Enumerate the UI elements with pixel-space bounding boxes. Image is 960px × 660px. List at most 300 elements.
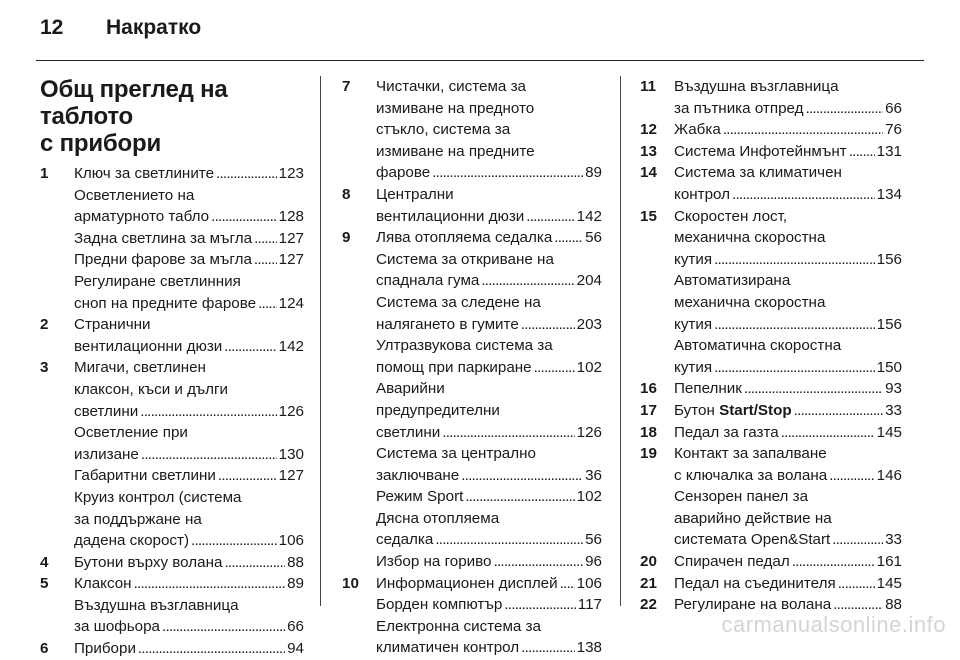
entry-text [74, 422, 188, 444]
page-reference[interactable]: 106 [278, 532, 304, 550]
entry-text [376, 465, 459, 487]
dot-leader [714, 314, 875, 336]
entry-number: 22 [640, 596, 657, 614]
header-rule [36, 60, 924, 61]
entry-label: светлини [376, 423, 441, 441]
entry-line [674, 508, 902, 530]
entry-text [74, 573, 132, 595]
entry-label: вентилационни дюзи [74, 337, 223, 355]
entry-label: контрол [674, 185, 731, 203]
dot-leader [829, 465, 874, 487]
dot-leader [849, 141, 875, 163]
entry-body [674, 119, 902, 141]
entry-label: налягането в гумите [376, 315, 519, 333]
entry-text [674, 422, 779, 444]
entry-line [376, 335, 602, 357]
entry-line [376, 357, 602, 379]
entry-text [376, 400, 500, 422]
entry-text [674, 486, 808, 508]
entry-body [674, 206, 902, 379]
entry-text [674, 76, 839, 98]
dot-leader [461, 465, 583, 487]
page-reference[interactable]: 126 [576, 423, 602, 441]
page-reference[interactable]: 142 [576, 207, 602, 225]
dot-leader [714, 249, 875, 271]
page-reference[interactable]: 88 [885, 596, 902, 614]
entry-label: Педал на съединителя [674, 574, 836, 592]
entry-list [40, 163, 304, 660]
section-title-line: Общ преглед на таблото [40, 76, 228, 130]
dot-leader [191, 530, 277, 552]
entry-line [376, 529, 602, 551]
dot-leader [832, 529, 883, 551]
page-reference[interactable]: 89 [585, 164, 602, 182]
entry-text [376, 357, 532, 379]
page-reference[interactable]: 106 [576, 574, 602, 592]
entry-number: 2 [40, 316, 49, 334]
entry-body [674, 443, 902, 551]
entry-label: дадена скорост) [74, 532, 190, 550]
entry-line [74, 616, 304, 638]
entry-label: стъкло, система за [376, 121, 511, 139]
entry-line [74, 206, 304, 228]
dot-leader [218, 465, 277, 487]
page-reference[interactable]: 124 [278, 294, 304, 312]
entry-number: 8 [342, 185, 351, 203]
entry-label: Чистачки, система за [376, 78, 526, 95]
entry-label: Система за откриване на [376, 250, 554, 268]
dot-leader [723, 119, 883, 141]
entry-label: Режим Sport [376, 488, 464, 506]
page-reference[interactable]: 33 [885, 531, 902, 549]
entry-line [674, 335, 902, 357]
entry-label: Осветлението на [74, 186, 195, 204]
dot-leader [224, 336, 276, 358]
entry-number: 19 [640, 445, 657, 463]
entry-text [674, 206, 787, 228]
entry-number: 4 [40, 553, 49, 571]
index-entry [40, 163, 304, 314]
entry-line [376, 292, 602, 314]
entry-text [674, 335, 841, 357]
page-reference[interactable]: 88 [287, 553, 304, 571]
index-entry [40, 638, 304, 660]
column-1 [40, 76, 304, 660]
entry-line [674, 465, 902, 487]
page-reference[interactable]: 142 [278, 337, 304, 355]
entry-text [74, 552, 222, 574]
entry-body [74, 573, 304, 638]
entry-label: механична скоростна [674, 293, 826, 311]
entry-line [74, 552, 304, 574]
entry-text [674, 270, 790, 292]
entry-number: 16 [640, 380, 657, 398]
page-reference[interactable]: 89 [287, 575, 304, 593]
column-divider [620, 76, 621, 606]
page-reference[interactable]: 156 [876, 250, 902, 268]
entry-body [376, 76, 602, 184]
entry-label: Педал за газта [674, 423, 779, 441]
entry-label: Контакт за запалване [674, 445, 827, 463]
page-reference[interactable]: 130 [278, 445, 304, 463]
section-title-line: с прибори [40, 130, 162, 157]
entry-line [74, 293, 304, 315]
entry-line [376, 551, 602, 573]
entry-body [674, 378, 902, 400]
entry-label: Сензорен панел за [674, 488, 809, 506]
entry-line [376, 270, 602, 292]
entry-line [674, 98, 902, 120]
dot-leader [504, 594, 575, 616]
entry-text [376, 335, 553, 357]
page-reference[interactable]: 161 [876, 553, 902, 571]
entry-line [376, 119, 602, 141]
page-reference[interactable]: 66 [885, 99, 902, 117]
page-reference[interactable]: 127 [278, 229, 304, 247]
page-reference[interactable]: 56 [585, 229, 602, 247]
dot-leader [481, 270, 574, 292]
entry-text [376, 206, 524, 228]
entry-number: 20 [640, 553, 657, 571]
column-3 [640, 76, 902, 616]
entry-list [342, 76, 602, 659]
page-reference[interactable]: 156 [876, 315, 902, 333]
entry-label: Ключ за светлините [74, 165, 215, 182]
entry-line [74, 249, 304, 271]
entry-label: Автоматична скоростна [674, 337, 842, 355]
entry-text [74, 616, 160, 638]
index-entry [640, 378, 902, 400]
entry-line [376, 508, 602, 530]
entry-body [74, 638, 304, 660]
dot-leader [465, 486, 574, 508]
entry-label: предупредителни [376, 401, 500, 419]
page-reference[interactable]: 127 [278, 251, 304, 269]
entry-text [674, 249, 712, 271]
index-entry [342, 76, 602, 184]
entry-text [376, 573, 558, 595]
entry-text [74, 379, 228, 401]
dot-leader [781, 422, 875, 444]
entry-label: клаксон, къси и дълги [74, 380, 229, 398]
entry-line [674, 249, 902, 271]
entry-text [376, 616, 541, 638]
entry-text [376, 227, 552, 249]
page-reference[interactable]: 134 [876, 185, 902, 203]
entry-body [674, 141, 902, 163]
entry-label: Регулиране на волана [674, 596, 832, 614]
entry-text [674, 400, 792, 422]
entry-label: светлини [74, 402, 139, 420]
page-reference[interactable]: 66 [287, 618, 304, 636]
entry-line [74, 444, 304, 466]
entry-label: кутия [674, 358, 713, 376]
entry-line [74, 509, 304, 531]
entry-body [674, 422, 902, 444]
entry-body [674, 400, 902, 422]
entry-text [674, 227, 825, 249]
entry-text [376, 551, 492, 573]
entry-text [74, 595, 239, 617]
entry-line [376, 184, 602, 206]
dot-leader [216, 163, 277, 185]
entry-text [674, 465, 827, 487]
entry-line [376, 378, 602, 400]
dot-leader [534, 357, 575, 379]
entry-text [74, 530, 189, 552]
page-reference[interactable]: 127 [278, 467, 304, 485]
entry-number: 11 [640, 78, 657, 95]
entry-label: Клаксон [74, 575, 132, 593]
entry-line [376, 249, 602, 271]
page-reference[interactable]: 145 [876, 574, 902, 592]
index-entry [640, 162, 902, 205]
page-reference[interactable]: 56 [585, 531, 602, 549]
entry-label: Регулиране светлинния [74, 272, 241, 290]
dot-leader [138, 638, 285, 660]
page-reference[interactable]: 123 [278, 165, 304, 182]
entry-text [674, 529, 830, 551]
entry-label: Аварийни [376, 380, 445, 398]
page-reference[interactable]: 126 [278, 402, 304, 420]
entry-label: Спирачен педал [674, 553, 790, 571]
entry-label: помощ при паркиране [376, 358, 532, 376]
dot-leader [162, 616, 285, 638]
entry-body [674, 76, 902, 119]
entry-text [376, 184, 454, 206]
entry-line [674, 551, 902, 573]
column-2 [342, 76, 602, 659]
index-entry [640, 206, 902, 379]
entry-line [376, 637, 602, 659]
dot-leader [732, 184, 875, 206]
entry-body [376, 227, 602, 573]
entry-body [74, 163, 304, 314]
index-entry [342, 184, 602, 227]
entry-label: Бутон [674, 401, 715, 419]
entry-line [376, 76, 602, 98]
entry-text [376, 637, 519, 659]
index-entry [640, 400, 902, 422]
entry-text [376, 98, 534, 120]
entry-body [376, 573, 602, 659]
entry-label: сноп на предните фарове [74, 294, 257, 312]
entry-text [674, 508, 832, 530]
entry-text [674, 162, 842, 184]
entry-text [376, 314, 519, 336]
index-entry [40, 314, 304, 357]
dot-leader [254, 228, 277, 250]
page-reference[interactable]: 203 [576, 315, 602, 333]
entry-body [74, 314, 304, 357]
entry-body [376, 184, 602, 227]
entry-label: Система за климатичен [674, 164, 842, 182]
entry-label: Мигачи, светлинен [74, 359, 206, 377]
entry-label: Дясна отопляема [376, 509, 500, 527]
entry-number: 13 [640, 142, 657, 160]
entry-label: измиване на предните [376, 142, 535, 160]
column-divider [320, 76, 321, 606]
entry-text [74, 228, 252, 250]
entry-line [376, 616, 602, 638]
entry-label: Бутони върху волана [74, 553, 223, 571]
entry-label: Лява отопляема седалка [376, 229, 553, 247]
section-title [40, 76, 304, 157]
entry-line [674, 292, 902, 314]
entry-number: 12 [640, 121, 657, 139]
page-reference[interactable]: 146 [876, 466, 902, 484]
dot-leader [258, 293, 277, 315]
entry-line [376, 206, 602, 228]
entry-label: арматурното табло [74, 208, 210, 226]
page-reference[interactable]: 33 [885, 401, 902, 419]
entry-body [674, 162, 902, 205]
entry-text [674, 378, 742, 400]
entry-label: кутия [674, 315, 713, 333]
entry-text [74, 465, 216, 487]
page-reference[interactable]: 102 [576, 488, 602, 506]
page-reference[interactable]: 128 [278, 208, 304, 226]
page-reference[interactable]: 138 [576, 639, 602, 657]
entry-line [74, 465, 304, 487]
entry-line [674, 76, 902, 98]
entry-label: за шофьора [74, 618, 161, 636]
index-entry [342, 227, 602, 573]
dot-leader [806, 98, 884, 120]
entry-text [74, 444, 139, 466]
page-number: 12 [40, 16, 64, 39]
entry-line [376, 573, 602, 595]
index-entry [40, 552, 304, 574]
entry-text [674, 119, 721, 141]
entry-body [74, 552, 304, 574]
entry-line [74, 228, 304, 250]
entry-line [376, 443, 602, 465]
entry-label: Въздушна възглавница [74, 596, 239, 614]
entry-text [376, 594, 502, 616]
entry-label: Габаритни светлини [74, 467, 216, 485]
entry-line [74, 401, 304, 423]
dot-leader [526, 206, 574, 228]
dot-leader [838, 573, 875, 595]
entry-text [74, 314, 150, 336]
entry-text [674, 314, 712, 336]
entry-number: 1 [40, 165, 49, 182]
entry-line [674, 314, 902, 336]
page-reference[interactable]: 150 [876, 358, 902, 376]
page-reference[interactable]: 94 [287, 640, 304, 658]
page-header [40, 16, 201, 50]
entry-label: Борден компютър [376, 596, 503, 614]
entry-line [674, 357, 902, 379]
entry-label: Система за централно [376, 445, 536, 463]
entry-label: за поддържане на [74, 510, 202, 528]
index-entry [640, 422, 902, 444]
entry-line [74, 638, 304, 660]
index-entry [40, 357, 304, 551]
entry-label: излизане [74, 445, 139, 463]
page-reference[interactable]: 102 [576, 358, 602, 376]
entry-label: измиване на предното [376, 99, 535, 117]
page-reference[interactable]: 131 [876, 142, 902, 160]
page-reference[interactable]: 36 [585, 466, 602, 484]
entry-label: Задна светлина за мъгла [74, 229, 253, 247]
entry-body [674, 551, 902, 573]
entry-list [640, 76, 902, 616]
entry-text [74, 509, 202, 531]
dot-leader [794, 400, 883, 422]
entry-line [674, 422, 902, 444]
entry-line [674, 486, 902, 508]
entry-text [376, 249, 554, 271]
entry-text [74, 487, 241, 509]
entry-number: 7 [342, 78, 351, 95]
page-reference[interactable]: 96 [585, 553, 602, 571]
entry-bold-label: Start/Stop [719, 401, 792, 419]
entry-body [74, 357, 304, 551]
page-reference[interactable]: 76 [885, 121, 902, 139]
dot-leader [435, 529, 583, 551]
entry-text [376, 119, 510, 141]
page-reference[interactable]: 93 [885, 380, 902, 398]
entry-label: Система Инфотейнмънт [674, 142, 847, 160]
entry-line [74, 271, 304, 293]
entry-line [74, 573, 304, 595]
entry-text [74, 401, 138, 423]
entry-label: фарове [376, 164, 431, 182]
entry-label: за пътника отпред [674, 99, 804, 117]
dot-leader [211, 206, 277, 228]
entry-label: с ключалка за волана [674, 466, 828, 484]
entry-body [674, 573, 902, 595]
entry-line [376, 162, 602, 184]
entry-line [376, 465, 602, 487]
dot-leader [560, 573, 575, 595]
entry-line [74, 422, 304, 444]
watermark: carmanualsonline.info [721, 612, 946, 637]
entry-number: 15 [640, 207, 657, 225]
entry-text [376, 486, 463, 508]
page-reference[interactable]: 204 [576, 272, 602, 290]
entry-text [376, 292, 541, 314]
entry-line [74, 487, 304, 509]
entry-label: Предни фарове за мъгла [74, 251, 252, 269]
entry-line [376, 400, 602, 422]
dot-leader [521, 637, 575, 659]
entry-text [74, 185, 194, 207]
entry-line [674, 206, 902, 228]
entry-text [376, 162, 430, 184]
entry-line [376, 422, 602, 444]
entry-label: Круиз контрол (система [74, 488, 242, 506]
entry-label: Въздушна възглавница [674, 78, 839, 95]
entry-line [674, 270, 902, 292]
page-reference[interactable]: 117 [577, 596, 602, 614]
entry-line [674, 227, 902, 249]
chapter-title: Накратко [106, 16, 202, 39]
entry-label: вентилационни дюзи [376, 207, 525, 225]
entry-number: 18 [640, 423, 657, 441]
index-entry [640, 573, 902, 595]
dot-leader [792, 551, 875, 573]
page-reference[interactable]: 145 [876, 423, 902, 441]
entry-text [376, 141, 535, 163]
entry-text [74, 638, 136, 660]
entry-line [674, 573, 902, 595]
dot-leader [134, 573, 286, 595]
entry-text [674, 141, 847, 163]
dot-leader [744, 378, 883, 400]
